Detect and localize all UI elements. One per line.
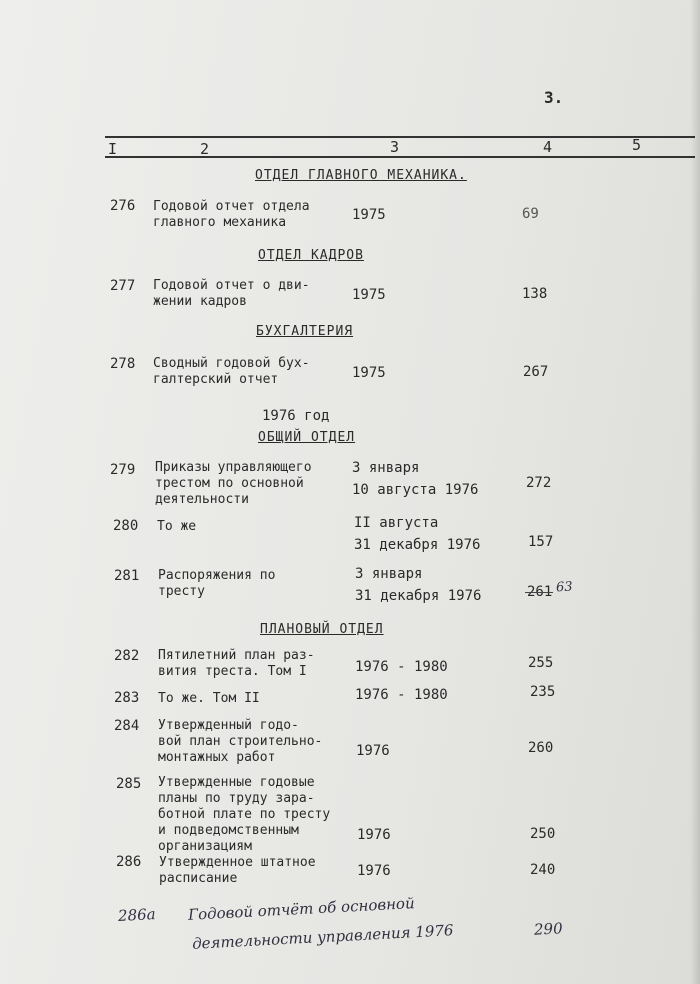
entry-278-desc: Сводный годовой бух- галтерский отчет [153, 356, 310, 387]
entry-283-num: 283 [114, 690, 140, 706]
entry-277-sheets: 138 [522, 286, 548, 302]
entry-281-sheets: 261 [527, 584, 553, 600]
entry-284-desc: Утвержденный годо- вой план строительно- монтажных работ [158, 718, 323, 765]
section-planning: ПЛАНОВЫЙ ОТДЕЛ [260, 622, 384, 637]
entry-280-desc: То же [157, 519, 197, 534]
handwritten-entry-line1: Годовой отчёт об основной [187, 894, 416, 924]
entry-281-sheets-correction: 63 [555, 579, 573, 596]
entry-276-date: 1975 [352, 207, 386, 223]
entry-281-num: 281 [114, 568, 140, 584]
entry-282-desc: Пятилетний план раз- вития треста. Том I [158, 648, 315, 679]
entry-280-sheets: 157 [528, 534, 554, 550]
entry-282-sheets: 255 [528, 655, 554, 671]
entry-285-sheets: 250 [530, 826, 556, 842]
entry-277-date: 1975 [352, 287, 386, 303]
entry-279-date: 3 января 10 августа 1976 [352, 460, 479, 498]
column-header-2: 2 [200, 140, 210, 158]
entry-279-desc: Приказы управляющего трестом по основной деятельности [155, 460, 312, 507]
entry-277-num: 277 [110, 278, 136, 294]
entry-284-date: 1976 [356, 743, 390, 759]
entry-286-date: 1976 [357, 863, 391, 879]
entry-285-date: 1976 [357, 827, 391, 843]
entry-286-desc: Утвержденное штатное расписание [159, 855, 316, 886]
page-number: 3. [544, 88, 564, 107]
column-header-3: 3 [390, 138, 400, 156]
entry-285-num: 285 [116, 776, 142, 792]
entry-276-desc: Годовой отчет отдела главного механика [153, 199, 310, 230]
entry-283-desc: То же. Том II [158, 691, 260, 706]
entry-278-date: 1975 [352, 365, 386, 381]
entry-281-sheets-strikethrough [525, 592, 553, 593]
entry-285-desc: Утвержденные годовые планы по труду зара- ботной плате по тресту и подведомственным организациям [158, 775, 331, 854]
table-top-rule [105, 136, 695, 138]
section-personnel: ОТДЕЛ КАДРОВ [258, 248, 364, 263]
entry-276-sheets: 69 [522, 206, 539, 222]
entry-279-sheets: 272 [526, 475, 552, 491]
entry-280-date: II августа 31 декабря 1976 [354, 515, 481, 553]
handwritten-entry-num: 286а [117, 905, 157, 925]
entry-279-num: 279 [110, 462, 136, 478]
section-general: ОБЩИЙ ОТДЕЛ [258, 430, 356, 445]
entry-281-desc: Распоряжения по тресту [158, 568, 276, 599]
entry-283-sheets: 235 [530, 684, 556, 700]
handwritten-entry-line2: деятельности управления 1976 [191, 921, 454, 953]
section-chief-mechanic: ОТДЕЛ ГЛАВНОГО МЕХАНИКА. [255, 168, 467, 183]
table-header-rule [105, 156, 695, 158]
entry-282-date: 1976 - 1980 [355, 659, 448, 675]
entry-286-num: 286 [116, 854, 142, 870]
handwritten-entry-sheets: 290 [533, 919, 564, 939]
entry-286-sheets: 240 [530, 862, 556, 878]
entry-276-num: 276 [110, 198, 136, 214]
entry-283-date: 1976 - 1980 [355, 687, 448, 703]
column-header-5: 5 [632, 136, 642, 154]
section-accounting: БУХГАЛТЕРИЯ [256, 324, 354, 339]
column-header-4: 4 [543, 138, 553, 156]
entry-284-sheets: 260 [528, 740, 554, 756]
entry-284-num: 284 [114, 718, 140, 734]
entry-278-num: 278 [110, 356, 136, 372]
entry-282-num: 282 [114, 648, 140, 664]
entry-281-date: 3 января 31 декабря 1976 [355, 566, 482, 604]
column-header-1: I [108, 140, 118, 158]
entry-278-sheets: 267 [523, 364, 549, 380]
page-edge-shadow [690, 0, 700, 984]
year-heading-1976: 1976 год [262, 408, 330, 424]
entry-280-num: 280 [113, 518, 139, 534]
entry-277-desc: Годовой отчет о дви- жении кадров [153, 278, 310, 309]
